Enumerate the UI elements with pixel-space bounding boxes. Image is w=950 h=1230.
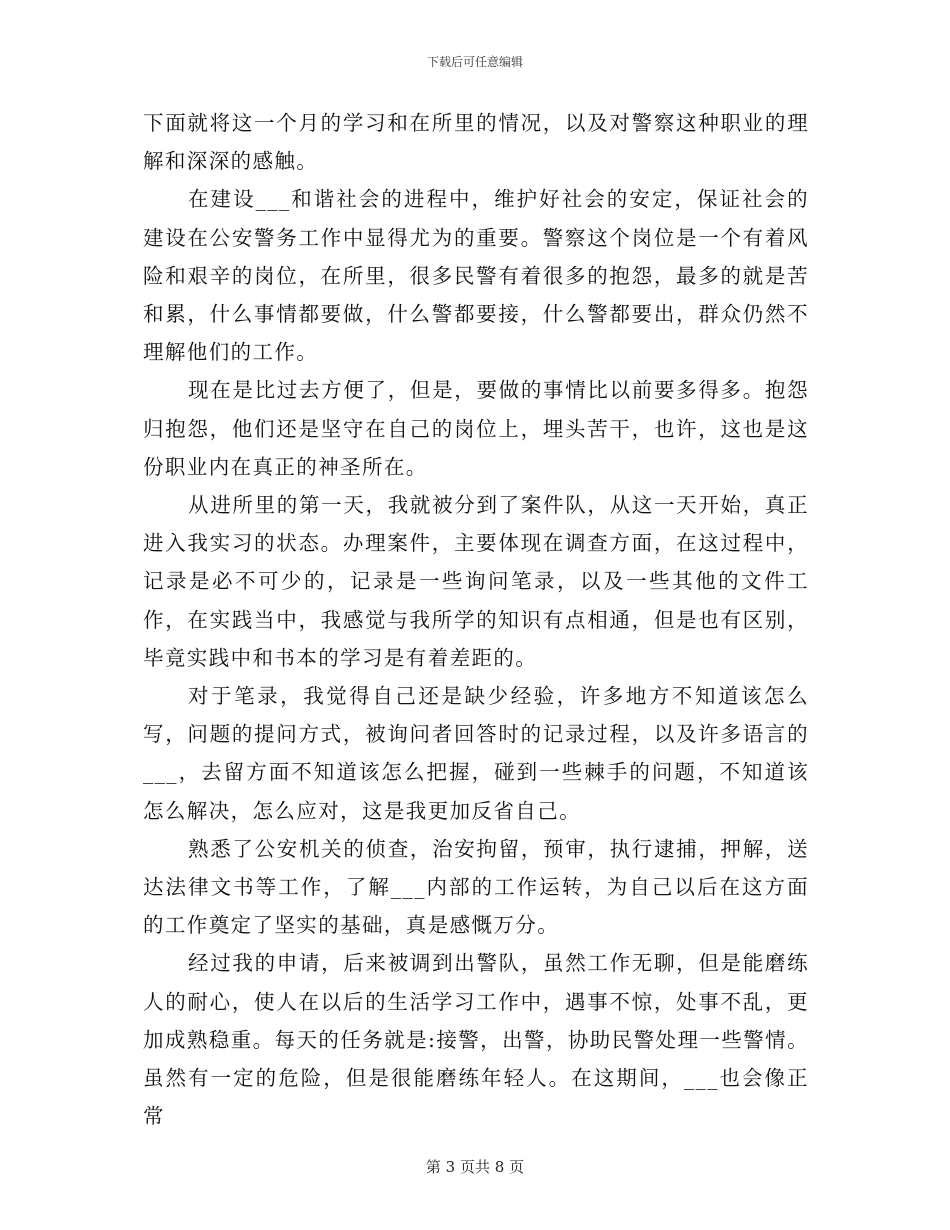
- paragraph-continuation: 下面就将这一个月的学习和在所里的情况，以及对警察这种职业的理解和深深的感触。: [143, 111, 809, 174]
- document-body: [143, 104, 809, 1135]
- page-number-footer: 第 3 页共 8 页: [425, 1158, 525, 1176]
- paragraph: 在建设___和谐社会的进程中，维护好社会的安定，保证社会的建设在公安警务工作中显得尤为的重要。警察这个岗位是一个有着风险和艰辛的岗位，在所里，很多民警有着很多的抱怨，最多的就是苦和累，什么事情都要做，什么警都要接，什么警都要出，群众仍然不理解他们的工作。: [143, 187, 809, 365]
- paragraph: 现在是比过去方便了，但是，要做的事情比以前要多得多。抱怨归抱怨，他们还是坚守在自己的岗位上，埋头苦干，也许，这也是这份职业内在真正的神圣所在。: [143, 378, 809, 479]
- paragraph: 对于笔录，我觉得自己还是缺少经验，许多地方不知道该怎么写，问题的提问方式，被询问者回答时的记录过程，以及许多语言的___，去留方面不知道该怎么把握，碰到一些棘手的问题，不知道该怎么解决，怎么应对，这是我更加反省自己。: [143, 684, 809, 823]
- paragraph: 熟悉了公安机关的侦查，治安拘留，预审，执行逮捕，押解，送达法律文书等工作，了解___内部的工作运转，为自己以后在这方面的工作奠定了坚实的基础，真是感慨万分。: [143, 836, 809, 938]
- paragraph: 经过我的申请，后来被调到出警队，虽然工作无聊，但是能磨练人的耐心，使人在以后的生活学习工作中，遇事不惊，处事不乱，更加成熟稳重。每天的任务就是:接警，出警，协助民警处理一些警情。虽然有一定的危险，但是很能磨练年轻人。在这期间，___也会像正常: [143, 951, 809, 1129]
- paragraph: 从进所里的第一天，我就被分到了案件队，从这一天开始，真正进入我实习的状态。办理案件，主要体现在调查方面，在这过程中，记录是必不可少的，记录是一些询问笔录，以及一些其他的文件工作，在实践当中，我感觉与我所学的知识有点相通，但是也有区别，毕竟实践中和书本的学习是有着差距的。: [143, 493, 809, 670]
- page-header: 下载后可任意编辑: [426, 55, 523, 69]
